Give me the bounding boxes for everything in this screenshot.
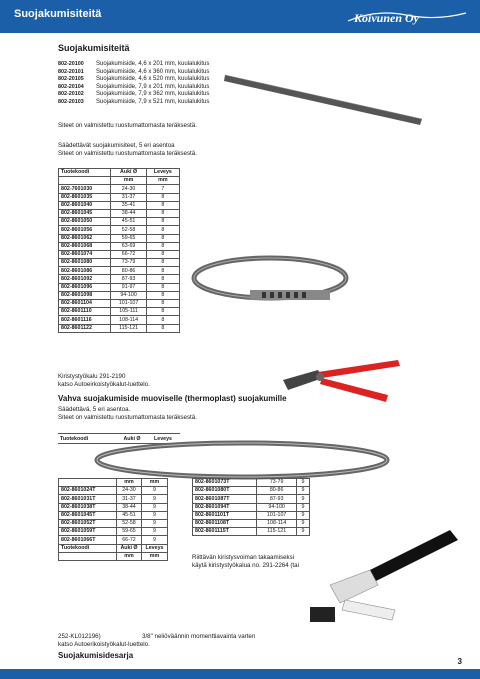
table-row — [59, 209, 180, 217]
width: 9 — [297, 511, 310, 519]
header-bar — [0, 0, 480, 33]
open-diameter: 59-65 — [117, 528, 142, 536]
product-code: 802-8601040 — [59, 201, 111, 209]
table-row — [59, 316, 180, 324]
product-code: 802-8601024T — [59, 487, 117, 495]
product-code: 802-8601087T — [193, 495, 257, 503]
pincer-tool-image — [278, 350, 403, 415]
product-code: 802-8601031T — [59, 495, 117, 503]
width: 8 — [146, 259, 179, 267]
list-item — [58, 91, 209, 99]
open-diameter: 73-79 — [257, 479, 297, 487]
width: 9 — [141, 495, 167, 503]
list-item — [58, 99, 209, 107]
table-row — [59, 250, 180, 258]
product-code: 802-8601074 — [59, 250, 111, 258]
width: 8 — [146, 242, 179, 250]
section1-note2: Säädettävät suojakumisiteet, 5 eri asentoa — [58, 142, 175, 149]
width: 9 — [141, 511, 167, 519]
list-item — [58, 69, 209, 77]
width: 8 — [146, 324, 179, 332]
product-code: 802-8601056 — [59, 226, 111, 234]
open-diameter: 38-44 — [117, 503, 142, 511]
open-diameter: 115-121 — [111, 324, 146, 332]
product-code: 802-8601086 — [59, 267, 111, 275]
open-diameter: 101-107 — [257, 511, 297, 519]
bottom-wrench-note: 3/8" neliöväännin momenttiavainta varten — [142, 633, 256, 640]
table-row — [193, 503, 310, 511]
product-code: 802-8601115T — [193, 528, 257, 536]
item-code: 802-20102 — [58, 91, 84, 98]
item-code: 802-20105 — [58, 76, 84, 83]
table-row — [59, 193, 180, 201]
tool-note-line1: Kiristystyökalu 291-2190 — [58, 373, 126, 380]
width: 8 — [146, 267, 179, 275]
section1-note3: Siteet on valmistettu ruostumattomasta teräksestä. — [58, 150, 197, 157]
table-row — [59, 267, 180, 275]
list-item — [58, 61, 209, 69]
table-row — [59, 536, 168, 544]
clamp-band-image — [190, 250, 350, 310]
list-item — [58, 76, 209, 84]
table3 — [192, 478, 310, 536]
open-diameter: 115-121 — [257, 528, 297, 536]
product-code: 802-8601073T — [193, 479, 257, 487]
width: 9 — [141, 536, 167, 544]
open-diameter: 59-65 — [111, 234, 146, 242]
width: 8 — [146, 234, 179, 242]
open-diameter: 63-69 — [111, 242, 146, 250]
product-code: 802-8601104 — [59, 300, 111, 308]
product-code: 802-8601080 — [59, 259, 111, 267]
open-diameter: 52-58 — [111, 226, 146, 234]
table-row — [59, 300, 180, 308]
width: 9 — [141, 519, 167, 527]
item-desc: Suojakumiside, 7,9 x 201 mm, kuulalukitus — [96, 83, 210, 90]
open-diameter: 94-100 — [257, 503, 297, 511]
table-row — [59, 259, 180, 267]
bottom-heading: Suojakumisidesarja — [58, 651, 134, 660]
width: 9 — [297, 528, 310, 536]
width: 8 — [146, 193, 179, 201]
open-diameter: 52-58 — [117, 519, 142, 527]
table2: mm mm 802-8601024T 24-30 9 802-8601031T 31-37 9 802-8601038T 38-44 9 802-8601045T 45-51 9 802-8601052T 52-58 9 802-8601059T 59-65 9 802-8601066T 66-72 9 Tuotekoodi Auki Ø Leveys mm mm — [58, 478, 168, 561]
tensioning-tool-image — [300, 515, 465, 640]
width: 9 — [297, 503, 310, 511]
open-diameter: 45-51 — [111, 218, 146, 226]
table-row — [193, 511, 310, 519]
tie-list — [58, 61, 209, 107]
width: 8 — [146, 275, 179, 283]
product-code: 802-8601068 — [59, 242, 111, 250]
width: 8 — [146, 250, 179, 258]
product-code: 802-8601045T — [59, 511, 117, 519]
table-row — [59, 226, 180, 234]
product-code: 802-8601092 — [59, 275, 111, 283]
table-row — [59, 495, 168, 503]
open-diameter: 38-44 — [111, 209, 146, 217]
table-row — [59, 185, 180, 193]
table-row — [59, 511, 168, 519]
open-diameter: 45-51 — [117, 511, 142, 519]
width: 9 — [141, 528, 167, 536]
product-code: 802-8601116 — [59, 316, 111, 324]
bottom-code: 252-KL012196) — [58, 633, 101, 640]
table-row — [193, 519, 310, 527]
table-row — [193, 479, 310, 487]
width: 9 — [141, 503, 167, 511]
section1-note1: Siteet on valmistettu ruostumattomasta teräksestä. — [58, 122, 197, 129]
item-code: 802-20104 — [58, 83, 84, 90]
item-code: 802-20101 — [58, 68, 84, 75]
product-code: 802-8601080T — [193, 487, 257, 495]
width: 8 — [146, 201, 179, 209]
table-row — [59, 487, 168, 495]
open-diameter: 80-86 — [111, 267, 146, 275]
open-diameter: 80-86 — [257, 487, 297, 495]
product-code: 802-8601122 — [59, 324, 111, 332]
table-row — [59, 308, 180, 316]
product-code: 802-8601052T — [59, 519, 117, 527]
width: 9 — [141, 487, 167, 495]
width: 8 — [146, 308, 179, 316]
footer-bar — [0, 669, 480, 679]
table-row — [193, 495, 310, 503]
product-code: 802-7601030 — [59, 185, 111, 193]
table1: Tuotekoodi Auki Ø Leveys mm mm 802-7601030 24-30 7 802-8601035 31-37 8 802-8601040 35-41 8 802-8601045 38-44 8 802-8601050 45-51 8 802-8601056 52-58 8 802-8601062 59-65 8 802-8601068 63-69 8 802-8601074 66-72 8 802-8601080 73-79 8 802-8601086 80-86 8 802-8601092 87-93 8 802-8601096 91-97 8 802-8601098 94-100 8 802-8601104 101-107 8 802-8601110 105-111 8 802-8601116 108-114 8 802-8601122 115-121 8 — [58, 168, 180, 333]
width: 8 — [146, 300, 179, 308]
section2-note1: Säädettävä, 5 eri asentoa. — [58, 406, 131, 413]
open-diameter: 24-30 — [111, 185, 146, 193]
table-row — [193, 528, 310, 536]
width: 8 — [146, 226, 179, 234]
table-row — [59, 503, 168, 511]
open-diameter: 87-93 — [111, 275, 146, 283]
product-code: 802-8601110 — [59, 308, 111, 316]
section2-note2: Siteet on valmistettu ruostumattomasta teräksestä. — [58, 414, 197, 421]
product-code: 802-8601098 — [59, 291, 111, 299]
item-code: 802-20103 — [58, 98, 84, 105]
product-code: 802-8601035 — [59, 193, 111, 201]
table-row — [59, 218, 180, 226]
brand-logo — [346, 7, 468, 27]
width: 8 — [146, 316, 179, 324]
item-desc: Suojakumiside, 4,6 x 201 mm, kuulalukitus — [96, 61, 210, 67]
table-row — [59, 275, 180, 283]
table-row — [59, 283, 180, 291]
table-row — [59, 519, 168, 527]
section1-heading: Suojakumisiteitä — [58, 43, 130, 53]
item-desc: Suojakumiside, 4,6 x 360 mm, kuulalukitus — [96, 68, 210, 75]
header-title: Suojakumisiteitä — [14, 8, 102, 20]
product-code: 802-8601094T — [193, 503, 257, 511]
width: 8 — [146, 209, 179, 217]
bottom-catalog-note: katso Autoerikoistyökalut-luettelo. — [58, 641, 150, 648]
table2-header-strip: Tuotekoodi Auki Ø Leveys — [58, 433, 180, 444]
item-desc: Suojakumiside, 7,9 x 521 mm, kuulalukitus — [96, 98, 210, 105]
table-row — [59, 201, 180, 209]
product-code: 802-8601059T — [59, 528, 117, 536]
torque-note-line2: käytä kiristystyökalua no. 291-2264 (tai — [192, 562, 299, 569]
open-diameter: 108-114 — [257, 519, 297, 527]
product-code: 802-8601062 — [59, 234, 111, 242]
width: 8 — [146, 283, 179, 291]
open-diameter: 31-37 — [111, 193, 146, 201]
open-diameter: 105-111 — [111, 308, 146, 316]
width: 7 — [146, 185, 179, 193]
table-row — [59, 291, 180, 299]
table-row — [193, 487, 310, 495]
open-diameter: 108-114 — [111, 316, 146, 324]
table-row — [59, 528, 168, 536]
product-code: 802-8601038T — [59, 503, 117, 511]
width: 9 — [297, 519, 310, 527]
table-row — [59, 242, 180, 250]
open-diameter: 87-93 — [257, 495, 297, 503]
width: 9 — [297, 479, 310, 487]
width: 8 — [146, 218, 179, 226]
open-diameter: 31-37 — [117, 495, 142, 503]
product-code: 802-8601096 — [59, 283, 111, 291]
table-row — [59, 234, 180, 242]
open-diameter: 91-97 — [111, 283, 146, 291]
tool-note-line2: katso Autoeirkoistyökalut-luettelo. — [58, 381, 150, 388]
open-diameter: 73-79 — [111, 259, 146, 267]
open-diameter: 24-30 — [117, 487, 142, 495]
item-desc: Suojakumiside, 4,6 x 520 mm, kuulalukitus — [96, 76, 210, 83]
open-diameter: 66-72 — [111, 250, 146, 258]
width: 8 — [146, 291, 179, 299]
open-diameter: 35-41 — [111, 201, 146, 209]
open-diameter: 94-100 — [111, 291, 146, 299]
product-code: 802-8601045 — [59, 209, 111, 217]
product-code: 802-8601066T — [59, 536, 117, 544]
open-diameter: 66-72 — [117, 536, 142, 544]
product-code: 802-8601050 — [59, 218, 111, 226]
width: 9 — [297, 495, 310, 503]
torque-note-line1: Riittävän kiristysvoiman takaamiseksi — [192, 554, 295, 561]
product-code: 802-8601101T — [193, 511, 257, 519]
page-number: 3 — [457, 657, 462, 666]
svg-text:Koivunen Oy: Koivunen Oy — [354, 11, 420, 25]
item-code: 802-20100 — [58, 61, 84, 67]
section2-heading: Vahva suojakumiside muoviselle (thermoplast) suojakumille — [58, 394, 287, 403]
tie-strap-image — [222, 72, 427, 132]
list-item — [58, 84, 209, 92]
product-code: 802-8601108T — [193, 519, 257, 527]
width: 9 — [297, 487, 310, 495]
open-diameter: 101-107 — [111, 300, 146, 308]
table-row — [59, 324, 180, 332]
item-desc: Suojakumiside, 7,9 x 362 mm, kuulalukitus — [96, 91, 210, 98]
